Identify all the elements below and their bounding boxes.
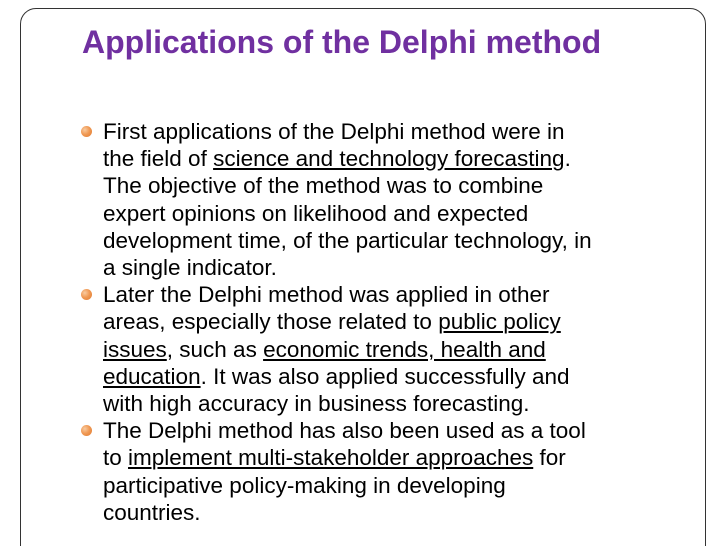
bullet-dot-icon [81,289,92,300]
bullet-text-line [103,363,678,390]
text-segment: countries. [103,499,201,525]
bullet-text-line [103,227,678,254]
bullet-text-line [103,499,678,526]
bullet-text-line [103,390,678,417]
bullet-list [78,118,678,526]
underlined-text: issues [103,336,167,362]
underlined-text: public policy [438,309,561,335]
bullet-item [78,281,678,417]
bullet-text-line [103,254,678,281]
underlined-text: implement multi-stakeholder approaches [128,445,534,471]
bullet-text-line [103,336,678,363]
underlined-text: education [103,363,201,389]
bullet-text-line [103,308,678,335]
bullet-text-line [103,172,678,199]
text-segment: participative policy-making in developing [103,472,506,498]
text-segment: the field of [103,146,214,172]
bullet-dot-icon [81,126,92,137]
text-segment: for [533,445,566,471]
bullet-item [78,417,678,526]
text-segment: . It was also applied successfully and [200,363,570,389]
text-segment: a single indicator. [103,255,277,281]
underlined-text: economic trends, health and [263,336,546,362]
text-segment: First applications of the Delphi method were in [103,119,565,144]
bullet-text-line [103,145,678,172]
text-segment: The objective of the method was to combine [103,173,544,199]
text-segment: to [103,445,129,471]
underlined-text: science and technology forecasting [213,146,565,172]
text-segment: . [564,146,571,172]
bullet-text-line [103,417,678,444]
bullet-text-line [103,472,678,499]
bullet-item [78,118,678,281]
text-segment: development time, of the particular technology, in [103,227,592,253]
bullet-text-line [103,444,678,471]
bullet-text-line [103,200,678,227]
text-segment: The Delphi method has also been used as a tool [103,418,586,444]
bullet-text-line [103,118,678,145]
text-segment: with high accuracy in business forecasting. [103,391,530,417]
bullet-text-line [103,281,678,308]
text-segment: areas, especially those related to [103,309,439,335]
bullet-dot-icon [81,425,92,436]
text-segment: , such as [166,336,264,362]
text-segment: Later the Delphi method was applied in other [103,282,550,308]
slide-title: Applications of the Delphi method [82,24,602,60]
text-segment: expert opinions on likelihood and expected [103,200,529,226]
